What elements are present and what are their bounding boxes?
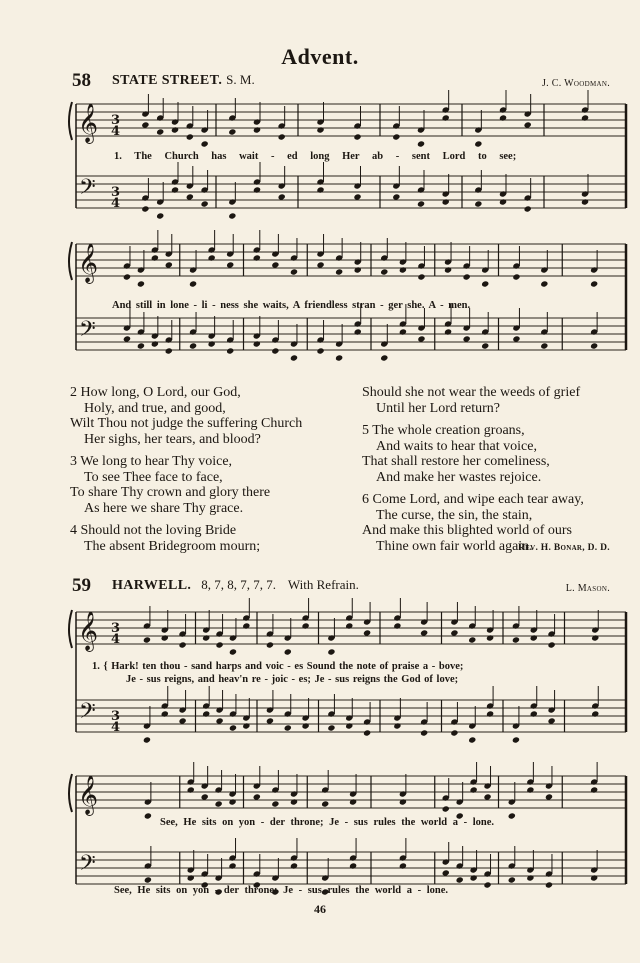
time-signature: 3: [111, 185, 121, 200]
note-head: [290, 268, 298, 275]
note-head: [208, 254, 216, 261]
stanza: [362, 423, 637, 485]
note-head: [189, 342, 197, 349]
note-head: [590, 874, 598, 881]
note-head: [253, 126, 261, 133]
stanzas-right: [362, 385, 637, 561]
note-head: [187, 786, 195, 793]
note-head: [144, 812, 152, 819]
note-head: [242, 722, 250, 729]
note-head: [353, 133, 361, 140]
note-head: [215, 641, 223, 648]
note-head: [156, 212, 164, 219]
hymn-number-58: 58: [72, 70, 91, 91]
note-head: [399, 266, 407, 273]
stanzas-left: [70, 385, 355, 561]
note-head: [547, 641, 555, 648]
note-head: [271, 347, 279, 354]
treble-clef-icon: 𝄞: [78, 103, 99, 143]
note-head: [512, 273, 520, 280]
note-head: [301, 622, 309, 629]
bass-clef-icon: 𝄢: [79, 175, 96, 205]
stanza-line: 3 We long to hear Thy voice,: [70, 454, 233, 469]
note-head: [468, 636, 476, 643]
note-head: [442, 114, 450, 121]
note-head: [530, 710, 538, 717]
note-head: [266, 641, 274, 648]
stanza-line: The curse, the sin, the stain,: [376, 507, 533, 523]
note-head: [486, 634, 494, 641]
note-head: [316, 347, 324, 354]
stanza-line: Until her Lord return?: [376, 400, 501, 416]
note-head: [271, 800, 279, 807]
note-head: [399, 798, 407, 805]
note-head: [590, 280, 598, 287]
stanza-line: To share Thy crown and glory there: [70, 485, 271, 500]
note-head: [468, 736, 476, 743]
stanza-line: Her sighs, her tears, and blood?: [84, 431, 261, 447]
note-head: [151, 254, 159, 261]
brace: [69, 102, 72, 140]
note-head: [137, 280, 145, 287]
time-signature: 3: [111, 709, 121, 724]
treble-clef-icon: 𝄞: [78, 775, 99, 815]
stanza-line: 6 Come Lord, and wipe each tear away,: [362, 492, 584, 507]
page-number: 46: [314, 902, 326, 916]
note-head: [420, 729, 428, 736]
composer-59: L. Mason.: [565, 583, 610, 594]
note-head: [591, 710, 599, 717]
brace: [69, 242, 72, 280]
note-head: [349, 862, 357, 869]
note-head: [290, 354, 298, 361]
note-head: [228, 862, 236, 869]
stanza-line: Holy, and true, and good,: [84, 400, 226, 416]
note-head: [290, 798, 298, 805]
stanza-line: That shall restore her comeliness,: [362, 454, 550, 469]
note-head: [123, 273, 131, 280]
note-head: [301, 722, 309, 729]
note-head: [228, 798, 236, 805]
note-head: [201, 200, 209, 207]
note-head: [470, 874, 478, 881]
refrain-label: With Refrain.: [287, 577, 359, 592]
tune-title: HARWELL.: [112, 578, 192, 593]
time-signature: 3: [111, 621, 121, 636]
note-head: [165, 347, 173, 354]
note-head: [470, 786, 478, 793]
note-head: [253, 254, 261, 261]
stanza-line: Should she not wear the weeds of grief: [362, 385, 581, 400]
note-head: [253, 186, 261, 193]
note-head: [186, 133, 194, 140]
note-head: [316, 186, 324, 193]
stanza-line: And make her wastes rejoice.: [376, 469, 542, 485]
stanza-line: 5 The whole creation groans,: [362, 423, 525, 438]
lyrics-59-verse1b: Je - sus reigns, and heav'n re - joic - es; Je - sus reigns the God of love;: [126, 674, 459, 685]
note-head: [393, 622, 401, 629]
note-head: [590, 786, 598, 793]
stanza-line: Wilt Thou not judge the suffering Church: [70, 416, 303, 431]
note-head: [208, 340, 216, 347]
stanza-line: Thine own fair world again.: [376, 538, 533, 554]
note-head: [143, 736, 151, 743]
note-head: [327, 724, 335, 731]
note-head: [483, 881, 491, 888]
note-head: [161, 710, 169, 717]
treble-clef-icon: 𝄞: [78, 611, 99, 651]
note-head: [335, 354, 343, 361]
note-head: [512, 736, 520, 743]
note-head: [228, 212, 236, 219]
note-head: [151, 340, 159, 347]
note-head: [363, 729, 371, 736]
note-head: [524, 205, 532, 212]
bass-clef-icon: 𝄢: [79, 699, 96, 729]
lyrics-59-refrain-bass: See, He sits on yon - der throne; Je - sus rules the world a - lone.: [114, 885, 449, 896]
note-head: [161, 634, 169, 641]
stanza: [70, 454, 355, 516]
stanza-line: As here we share Thy grace.: [84, 500, 244, 516]
tune-meter: 8, 7, 8, 7, 7, 7.: [201, 577, 276, 592]
note-head: [417, 200, 425, 207]
note-head: [144, 876, 152, 883]
note-head: [444, 266, 452, 273]
note-head: [399, 862, 407, 869]
tune-meter: S. M.: [226, 72, 255, 87]
tune-title: STATE STREET.: [112, 73, 223, 88]
tune-name-59: [112, 577, 359, 594]
stanza-line: 2 How long, O Lord, our God,: [70, 385, 241, 400]
lyrics-58-line1: 1. The Church has wait - ed long Her ab - sent Lord to see;: [114, 151, 517, 162]
note-head: [530, 634, 538, 641]
note-head: [474, 140, 482, 147]
note-head: [499, 198, 507, 205]
note-head: [444, 328, 452, 335]
note-head: [349, 798, 357, 805]
note-head: [540, 280, 548, 287]
note-head: [278, 133, 286, 140]
note-head: [143, 636, 151, 643]
note-head: [253, 340, 261, 347]
note-head: [442, 805, 450, 812]
note-head: [486, 710, 494, 717]
note-head: [171, 126, 179, 133]
note-head: [481, 342, 489, 349]
note-head: [187, 874, 195, 881]
note-head: [591, 634, 599, 641]
time-signature: 4: [111, 124, 121, 139]
note-head: [508, 876, 516, 883]
note-head: [380, 268, 388, 275]
hymn-number-59: 59: [72, 575, 91, 596]
brace: [69, 774, 72, 812]
note-head: [474, 200, 482, 207]
note-head: [526, 874, 534, 881]
note-head: [202, 634, 210, 641]
note-head: [284, 648, 292, 655]
note-head: [590, 342, 598, 349]
note-head: [229, 648, 237, 655]
stanza: [70, 385, 355, 447]
note-head: [137, 342, 145, 349]
lyrics-59-verse1: 1. { Hark! ten thou - sand harps and voic - es Sound the note of praise a - bove;: [92, 661, 464, 672]
note-head: [178, 641, 186, 648]
stanza: [362, 385, 637, 416]
note-head: [540, 342, 548, 349]
note-head: [345, 722, 353, 729]
note-head: [456, 876, 464, 883]
note-head: [581, 198, 589, 205]
stanza-line: And waits to hear that voice,: [376, 438, 537, 454]
note-head: [316, 126, 324, 133]
treble-clef-icon: 𝄞: [78, 243, 99, 283]
brace: [69, 610, 72, 648]
note-head: [226, 347, 234, 354]
note-head: [526, 786, 534, 793]
lyrics-59-refrain-treble: See, He sits on yon - der throne; Je - sus rules the world a - lone.: [160, 817, 495, 828]
note-head: [201, 140, 209, 147]
note-head: [354, 266, 362, 273]
bass-clef-icon: 𝄢: [79, 317, 96, 347]
stanza: [70, 523, 355, 554]
note-head: [242, 622, 250, 629]
note-head: [450, 729, 458, 736]
composer-58: J. C. Woodman.: [541, 78, 610, 89]
note-head: [321, 800, 329, 807]
note-head: [442, 198, 450, 205]
note-head: [335, 268, 343, 275]
note-head: [189, 280, 197, 287]
stanza-line: To see Thee face to face,: [84, 469, 223, 485]
note-head: [380, 354, 388, 361]
note-head: [417, 273, 425, 280]
note-head: [354, 328, 362, 335]
note-head: [215, 800, 223, 807]
note-head: [393, 722, 401, 729]
note-head: [284, 724, 292, 731]
author-58: Rev. H. Bonar, D. D.: [517, 543, 610, 553]
note-head: [345, 622, 353, 629]
note-head: [141, 205, 149, 212]
note-head: [392, 133, 400, 140]
note-head: [581, 114, 589, 121]
stanza-line: The absent Bridegroom mourn;: [84, 538, 261, 554]
time-signature: 3: [111, 113, 121, 128]
stanza-line: 4 Should not the loving Bride: [70, 523, 237, 538]
time-signature: 4: [111, 720, 121, 735]
time-signature: 4: [111, 196, 121, 211]
note-head: [156, 128, 164, 135]
note-head: [481, 280, 489, 287]
note-head: [229, 724, 237, 731]
note-head: [228, 128, 236, 135]
note-head: [463, 273, 471, 280]
note-head: [327, 648, 335, 655]
time-signature: 4: [111, 632, 121, 647]
note-head: [399, 328, 407, 335]
note-head: [512, 636, 520, 643]
note-head: [202, 710, 210, 717]
note-head: [499, 114, 507, 121]
lyrics-58-line2: And still in lone - li - ness she waits, A friendless stran - ger she. A - men.: [112, 300, 471, 311]
note-head: [545, 881, 553, 888]
section-title: Advent.: [281, 44, 359, 69]
note-head: [171, 186, 179, 193]
note-head: [417, 140, 425, 147]
bass-clef-icon: 𝄢: [79, 851, 96, 881]
note-head: [508, 812, 516, 819]
stanza-line: And make this blighted world of ours: [362, 523, 572, 538]
note-head: [290, 862, 298, 869]
